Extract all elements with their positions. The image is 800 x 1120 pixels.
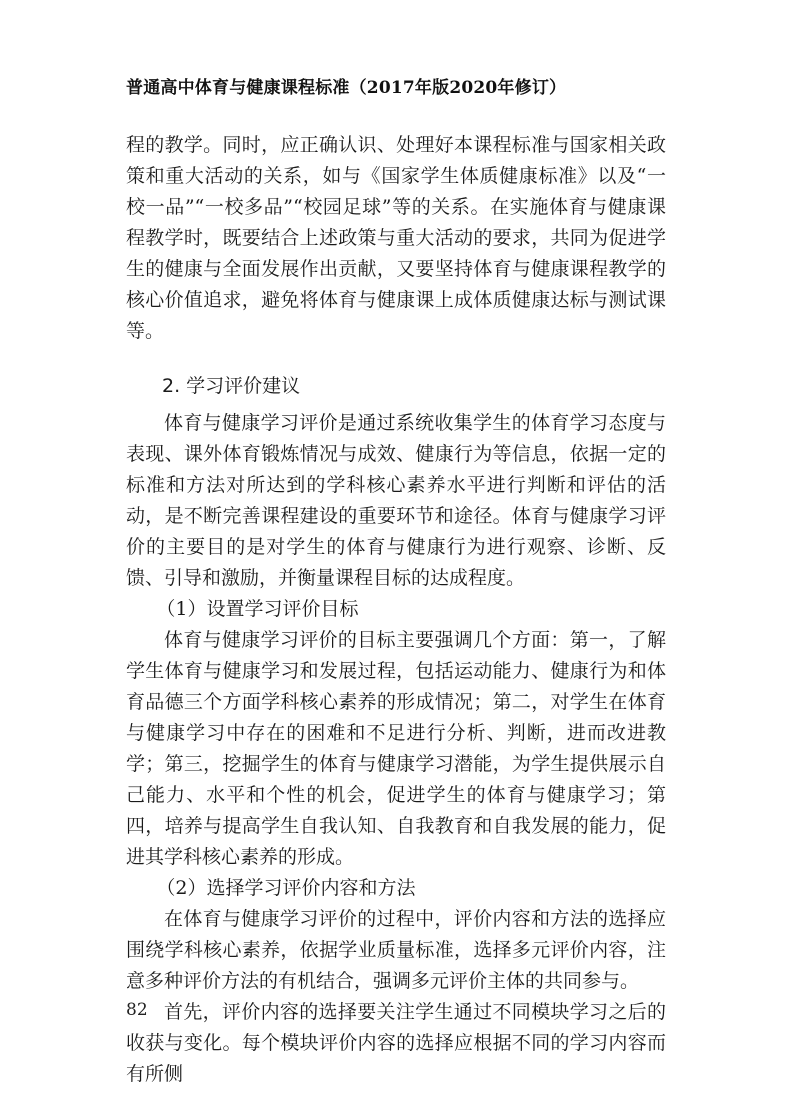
- running-header: 普通高中体育与健康课程标准（2017年版2020年修订）: [126, 78, 567, 98]
- page-number: 82: [126, 1000, 148, 1020]
- paragraph-intro: 体育与健康学习评价是通过系统收集学生的体育学习态度与表现、课外体育锻炼情况与成效、健康行为等信息，依据一定的标准和方法对所达到的学科核心素养水平进行判断和评估的活动，是不断完善课程建设的重要环节和途径。体育与健康学习评价的主要目的是对学生的体育与健康行为进行观察、诊断、反馈、引导和激励，并衡量课程目标的达成程度。: [126, 412, 666, 589]
- paragraph-first: 首先，评价内容的选择要关注学生通过不同模块学习之后的收获与变化。每个模块评价内容的选择应根据不同的学习内容而有所侧: [126, 1001, 666, 1085]
- body-text: [126, 130, 666, 1090]
- subheading-1: （1）设置学习评价目标: [156, 598, 359, 620]
- paragraph-continued: 程的教学。同时，应正确认识、处理好本课程标准与国家相关政策和重大活动的关系，如与《国家学生体质健康标准》以及“一校一品”“一校多品”“校园足球”等的关系。在实施体育与健康课程教学时，既要结合上述政策与重大活动的要求，共同为促进学生的健康与全面发展作出贡献，又要坚持体育与健康课程教学的核心价值追求，避免将体育与健康课上成体质健康达标与测试课等。: [126, 134, 666, 342]
- subheading-2: （2）选择学习评价内容和方法: [156, 877, 416, 899]
- paragraph-goals: 体育与健康学习评价的目标主要强调几个方面：第一，了解学生体育与健康学习和发展过程，包括运动能力、健康行为和体育品德三个方面学科核心素养的形成情况；第二，对学生在体育与健康学习中存在的困难和不足进行分析、判断，进而改进教学；第三，挖掘学生的体育与健康学习潜能，为学生提供展示自己能力、水平和个性的机会，促进学生的体育与健康学习；第四，培养与提高学生自我认知、自我教育和自我发展的能力，促进其学科核心素养的形成。: [126, 629, 666, 868]
- section-heading: 2. 学习评价建议: [162, 375, 301, 397]
- paragraph-content-method: 在体育与健康学习评价的过程中，评价内容和方法的选择应围绕学科核心素养，依据学业质量标准，选择多元评价内容，注意多种评价方法的有机结合，强调多元评价主体的共同参与。: [126, 908, 666, 992]
